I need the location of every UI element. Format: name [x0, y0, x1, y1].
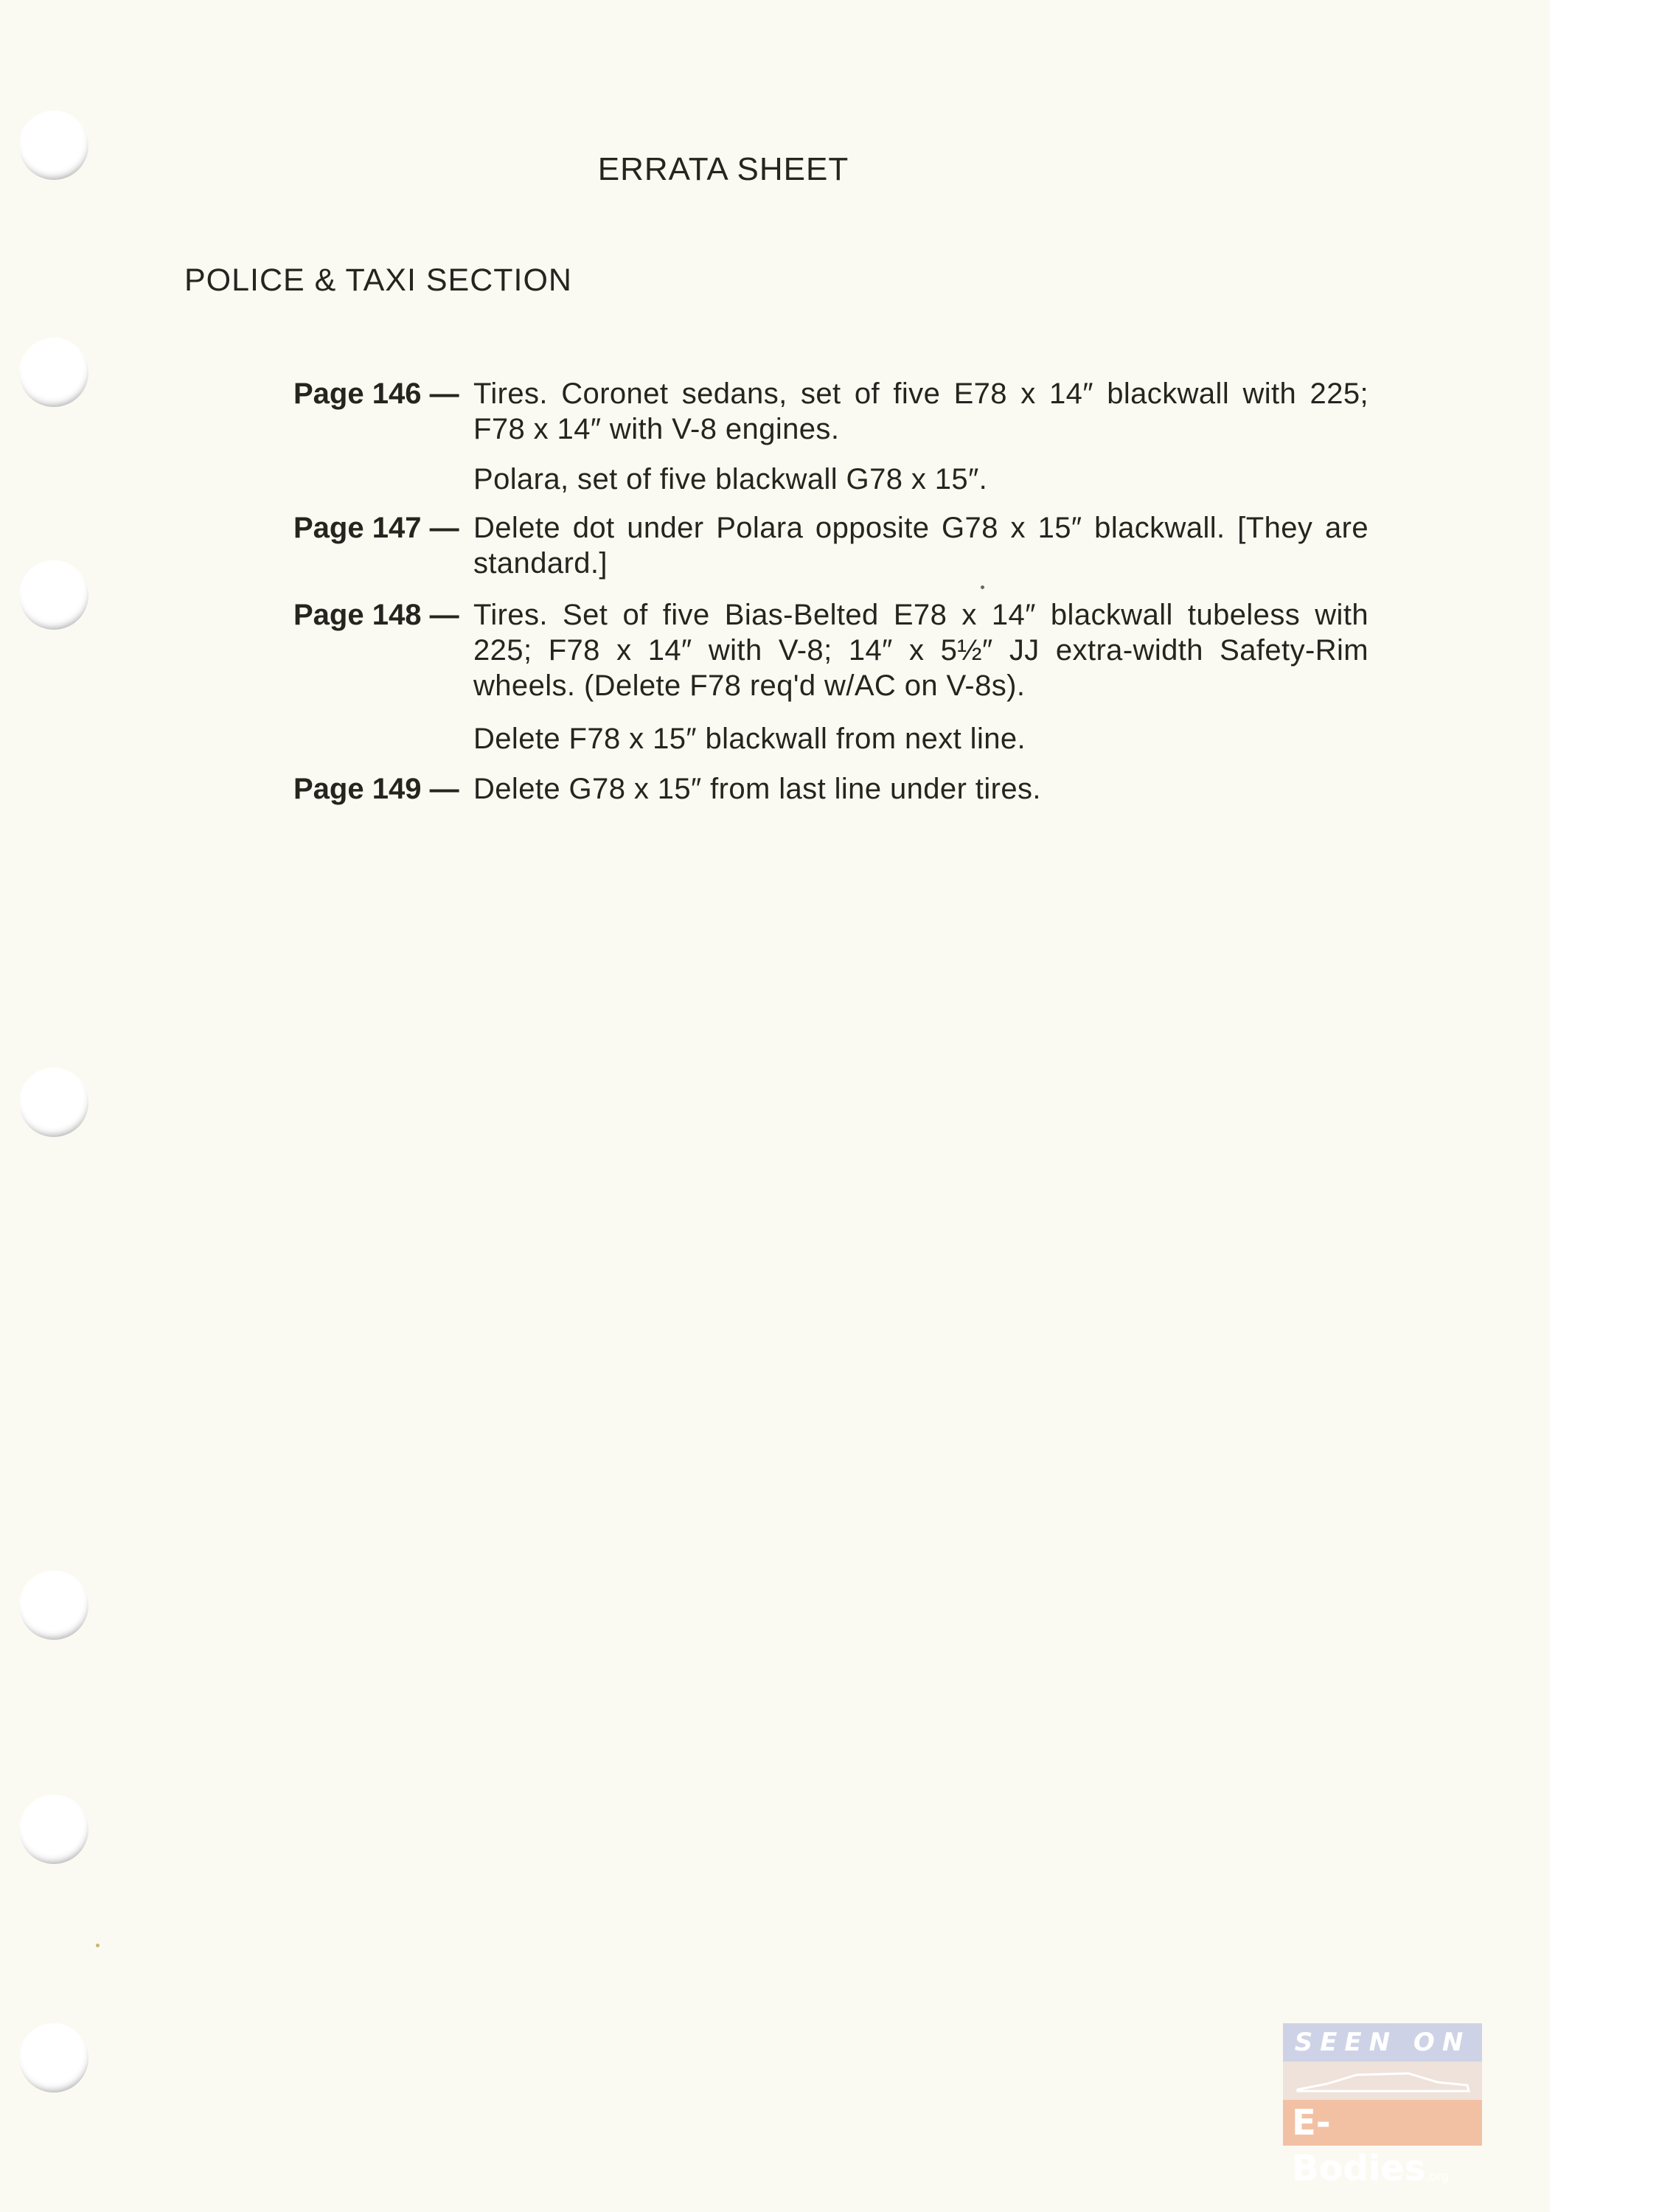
- watermark-site-suffix: .org: [1425, 2169, 1449, 2183]
- binder-punch-hole: [19, 1795, 88, 1864]
- binder-punch-hole: [19, 2023, 88, 2093]
- entry-text: Delete G78 x 15″ from last line under tires.: [473, 773, 1041, 805]
- binder-punch-hole: [19, 1571, 88, 1640]
- entry-label: Page 148 —: [293, 599, 459, 631]
- entry-text: Tires. Coronet sedans, set of five E78 x 14″ blackwall with 225; F78 x 14″ with V-8 engines.: [473, 378, 1368, 445]
- binder-punch-hole: [19, 338, 88, 407]
- watermark-car-band: [1283, 2062, 1482, 2100]
- seen-on-e-bodies-watermark: [1283, 2023, 1482, 2189]
- entry-text: Tires. Set of five Bias-Belted E78 x 14″ blackwall tubeless with 225; F78 x 14″ with V-8; 14″ x 5½″ JJ extra-width Safety-Rim wheels. (Delete F78 req'd w/AC on V-8s).: [473, 599, 1368, 702]
- binder-punch-hole: [19, 1068, 88, 1137]
- page-edge: [1550, 0, 1659, 2212]
- watermark-top-text: SEEN ON: [1283, 2023, 1482, 2062]
- entry-text: Delete dot under Polara opposite G78 x 15″ blackwall. [They are standard.]: [473, 512, 1368, 580]
- speck: [96, 1944, 100, 1947]
- section-heading: POLICE & TAXI SECTION: [184, 262, 572, 298]
- entry-text: Polara, set of five blackwall G78 x 15″.: [473, 463, 988, 495]
- watermark-bottom: [1283, 2100, 1482, 2189]
- entry-text: Delete F78 x 15″ blackwall from next line.: [473, 723, 1026, 755]
- car-silhouette-icon: [1283, 2062, 1482, 2100]
- watermark-site-name: E-Bodies: [1292, 2102, 1426, 2189]
- speck: [981, 585, 984, 589]
- entry-label: Page 147 —: [293, 512, 459, 544]
- binder-punch-hole: [19, 560, 88, 630]
- entry-label: Page 149 —: [293, 773, 459, 805]
- page-title: ERRATA SHEET: [597, 151, 849, 187]
- entry-label: Page 146 —: [293, 378, 459, 410]
